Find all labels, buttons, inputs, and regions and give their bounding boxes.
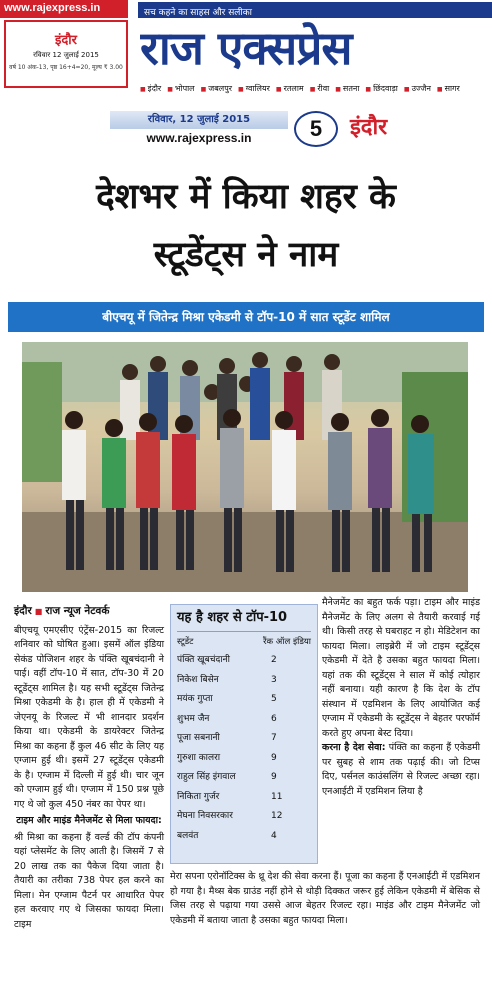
page-number: 5 — [294, 111, 338, 147]
student-name: मयंक गुप्ता — [177, 694, 213, 704]
article-paragraph: बीएचयू एमएसीए एंट्रेंस-2015 का रिजल्ट शनिवार को घोषित हुआ। इसमें ऑल इंडिया सेकंड पोजिशन शहर के पंक्ति खूबचंदानी ने पाई। वहीं टॉप-10 में सात, टॉप-30 में 20 स्टूडेंट्स शामिल है। यह सभी स्टूडेंट्स जितेन्द्र मिश्रा एकेडमी के है। हाल ही में एकेडमी ने जेएनयू के रिजल्ट में भी शानदार प्रदर्शन किया था। एकेडमी के डायरेक्टर जितेन्द्र मिश्रा का कहना हैं कुल 46 सीट के लिए यह एग्जाम हुई थी। इसमें 27 स्टूडेंट्स एकेडमी के है। एग्जाम में दिल्ली में हुई थी। चार जून को एग्जाम हुई थी। एग्जाम में 150 प्रश्न पूछे गए थे जो कुल 450 नंबर का पेपर था। — [14, 624, 164, 810]
student-name: पूजा सबनानी — [177, 733, 220, 743]
city-item: ■ भोपाल — [167, 83, 194, 94]
byline: राज न्यूज नेटवर्क — [45, 605, 110, 617]
headline-line-1: देशभर में किया शहर के — [96, 177, 396, 217]
article-lead: करना है देश सेवा: — [322, 742, 386, 753]
top10-box — [170, 604, 318, 864]
student-rank: 5 — [271, 694, 277, 704]
page-strip — [0, 105, 492, 151]
city-item: ■ रीवा — [310, 83, 330, 94]
article-paragraph: श्री मिश्रा का कहना हैं वर्ल्ड की टॉप कंपनी यहां प्लेसमेंट के लिए आती है। जिसमें 7 से 20 लाख तक का पैकेज दिया जाता है। तैयारी का तरीका 738 पेपर हल करने का मिला। मेन एग्जाम पैटर्न पर आधारित पेपर हल करवाए गए थे जिसका फायदा मिला। टाइम — [14, 831, 164, 930]
square-bullet-icon: ■ — [34, 607, 43, 616]
article-paragraph — [322, 741, 480, 799]
top10-row — [177, 690, 311, 710]
strip-city: इंदौर — [350, 115, 388, 140]
group-photo-illustration — [22, 342, 468, 592]
student-rank: 6 — [271, 713, 277, 724]
student-rank: 3 — [271, 674, 277, 685]
student-rank: 11 — [271, 791, 283, 802]
student-rank: 9 — [271, 752, 277, 763]
dateline — [14, 604, 164, 620]
strip-url: www.rajexpress.in — [146, 131, 252, 145]
student-name: बलवंत — [177, 830, 199, 841]
city-item: ■ ग्वालियर — [238, 83, 270, 94]
student-rank: 4 — [271, 830, 277, 841]
top10-header — [177, 636, 311, 647]
article-bottom-paragraph: मेरा सपना एरोनॉटिक्स के थ्रू देश की सेवा करना हैं। पूजा का कहना हैं एनआईटी में एडमिशन हो गया है। मैथ्स बेक ग्राउंड नहीं होने से थोड़ी दिक्कत जरूर हुई लेकिन एकेडमी में बेसिक से जिस तरह से पढ़ाया गया उससे आज बेहतर रिजल्ट रहा। माइंड और टाइम मैनेजमेंट जो एकेडमी में बताया जाता है उसका बहुत फायदा मिला। — [170, 871, 480, 926]
edition-meta: वर्ष 10 अंक-13, पृष्ठ 16+4=20, मूल्य ₹ 3.00 — [9, 64, 123, 71]
city-item: ■ जबलपुर — [201, 83, 232, 94]
top10-col-student: स्टूडेंट — [177, 637, 194, 647]
city-item: ■ छिंदवाड़ा — [365, 83, 397, 94]
top10-row — [177, 827, 311, 847]
headline — [20, 168, 472, 290]
article-column-3 — [322, 596, 480, 799]
student-rank: 9 — [271, 772, 277, 782]
student-name: राहुल सिंह इंगवाल — [177, 772, 236, 782]
top10-row — [177, 768, 311, 788]
top10-row — [177, 788, 311, 808]
top10-row — [177, 807, 311, 827]
top10-row — [177, 729, 311, 749]
student-name: पंक्ति खूबचंदानी — [177, 655, 230, 665]
article-paragraph: मैनेजमेंट का बहुत फर्क पड़ा। टाइम और माइंड मैनेजमेंट के लिए अलग से तैयारी करवाई गई थी। किसी तरह से घबराहट न हो। मेडिटेशन का फायदा मिला। लाइब्रेरी में जो टाइम स्टूडेंट्स एकेडमी में देते है उसका बहुत फायदा मिला। यहां तक की स्टूडेंट्स ने साल में कोई त्योहार नहीं बनाया। यही कारण है कि देश के टॉप संस्थान में एडमिशन के लिए आयोजित कई एग्जाम में एकेडमी के स्टूडेंट्स ने बेहतर परफॉर्म करते हुए अपना बेस्ट दिया। — [322, 597, 480, 739]
top10-col-rank: रैंक ऑल इंडिया — [263, 637, 311, 647]
article-subhead: टाइम और माइंड मैनेजमेंट से मिला फायदा: — [16, 815, 162, 826]
student-rank: 7 — [271, 733, 277, 743]
subheadline-banner: बीएचयू में जितेन्द्र मिश्रा एकेडमी से टॉप-10 में सात स्टूडेंट शामिल — [8, 302, 484, 332]
city-item: ■ सतना — [335, 83, 359, 94]
city-list — [140, 80, 488, 96]
top10-row — [177, 651, 311, 671]
headline-line-2: स्टूडेंट्स ने नाम — [153, 235, 339, 275]
group-photo — [22, 342, 468, 592]
edition-box — [4, 20, 128, 88]
top10-row — [177, 671, 311, 691]
strip-date: रविवार, 12 जुलाई 2015 — [110, 111, 288, 129]
student-name: मेघना निवसरकार — [177, 811, 233, 821]
article-column-1 — [14, 604, 164, 932]
city-item: ■ रतलाम — [276, 83, 304, 94]
student-rank: 12 — [271, 811, 283, 821]
article-text: पंक्ति का कहना हैं एकेडमी पर सुबह से शाम तक पढ़ाई की। जो टिप्स दिए, पर्सनल काउंसलिंग से रिजल्ट अच्छा रहा। एनआईटी में एडमिशन लिया है — [322, 742, 480, 797]
edition-city: इंदौर — [55, 33, 77, 48]
newspaper-logo: राज एक्सप्रेस — [140, 21, 352, 75]
city-item: ■ इंदौर — [140, 83, 161, 94]
top10-title: यह है शहर से टॉप-10 — [177, 609, 311, 632]
student-name: निकिता गुर्जर — [177, 791, 220, 802]
city-item: ■ उज्जैन — [404, 83, 431, 94]
top10-row — [177, 710, 311, 730]
top10-row — [177, 749, 311, 769]
dateline-city: इंदौर — [14, 605, 32, 617]
city-item: ■ सागर — [437, 83, 460, 94]
tagline: सच कहने का साहस और सलीका — [138, 2, 492, 18]
edition-date: रविवार 12 जुलाई 2015 — [33, 51, 99, 59]
masthead — [0, 0, 492, 103]
student-name: निकेश बिसेन — [177, 674, 219, 685]
student-name: गुरुशा कालरा — [177, 752, 221, 763]
student-name: शुभम जैन — [177, 713, 210, 724]
masthead-url: www.rajexpress.in — [0, 0, 128, 18]
student-rank: 2 — [271, 655, 277, 665]
